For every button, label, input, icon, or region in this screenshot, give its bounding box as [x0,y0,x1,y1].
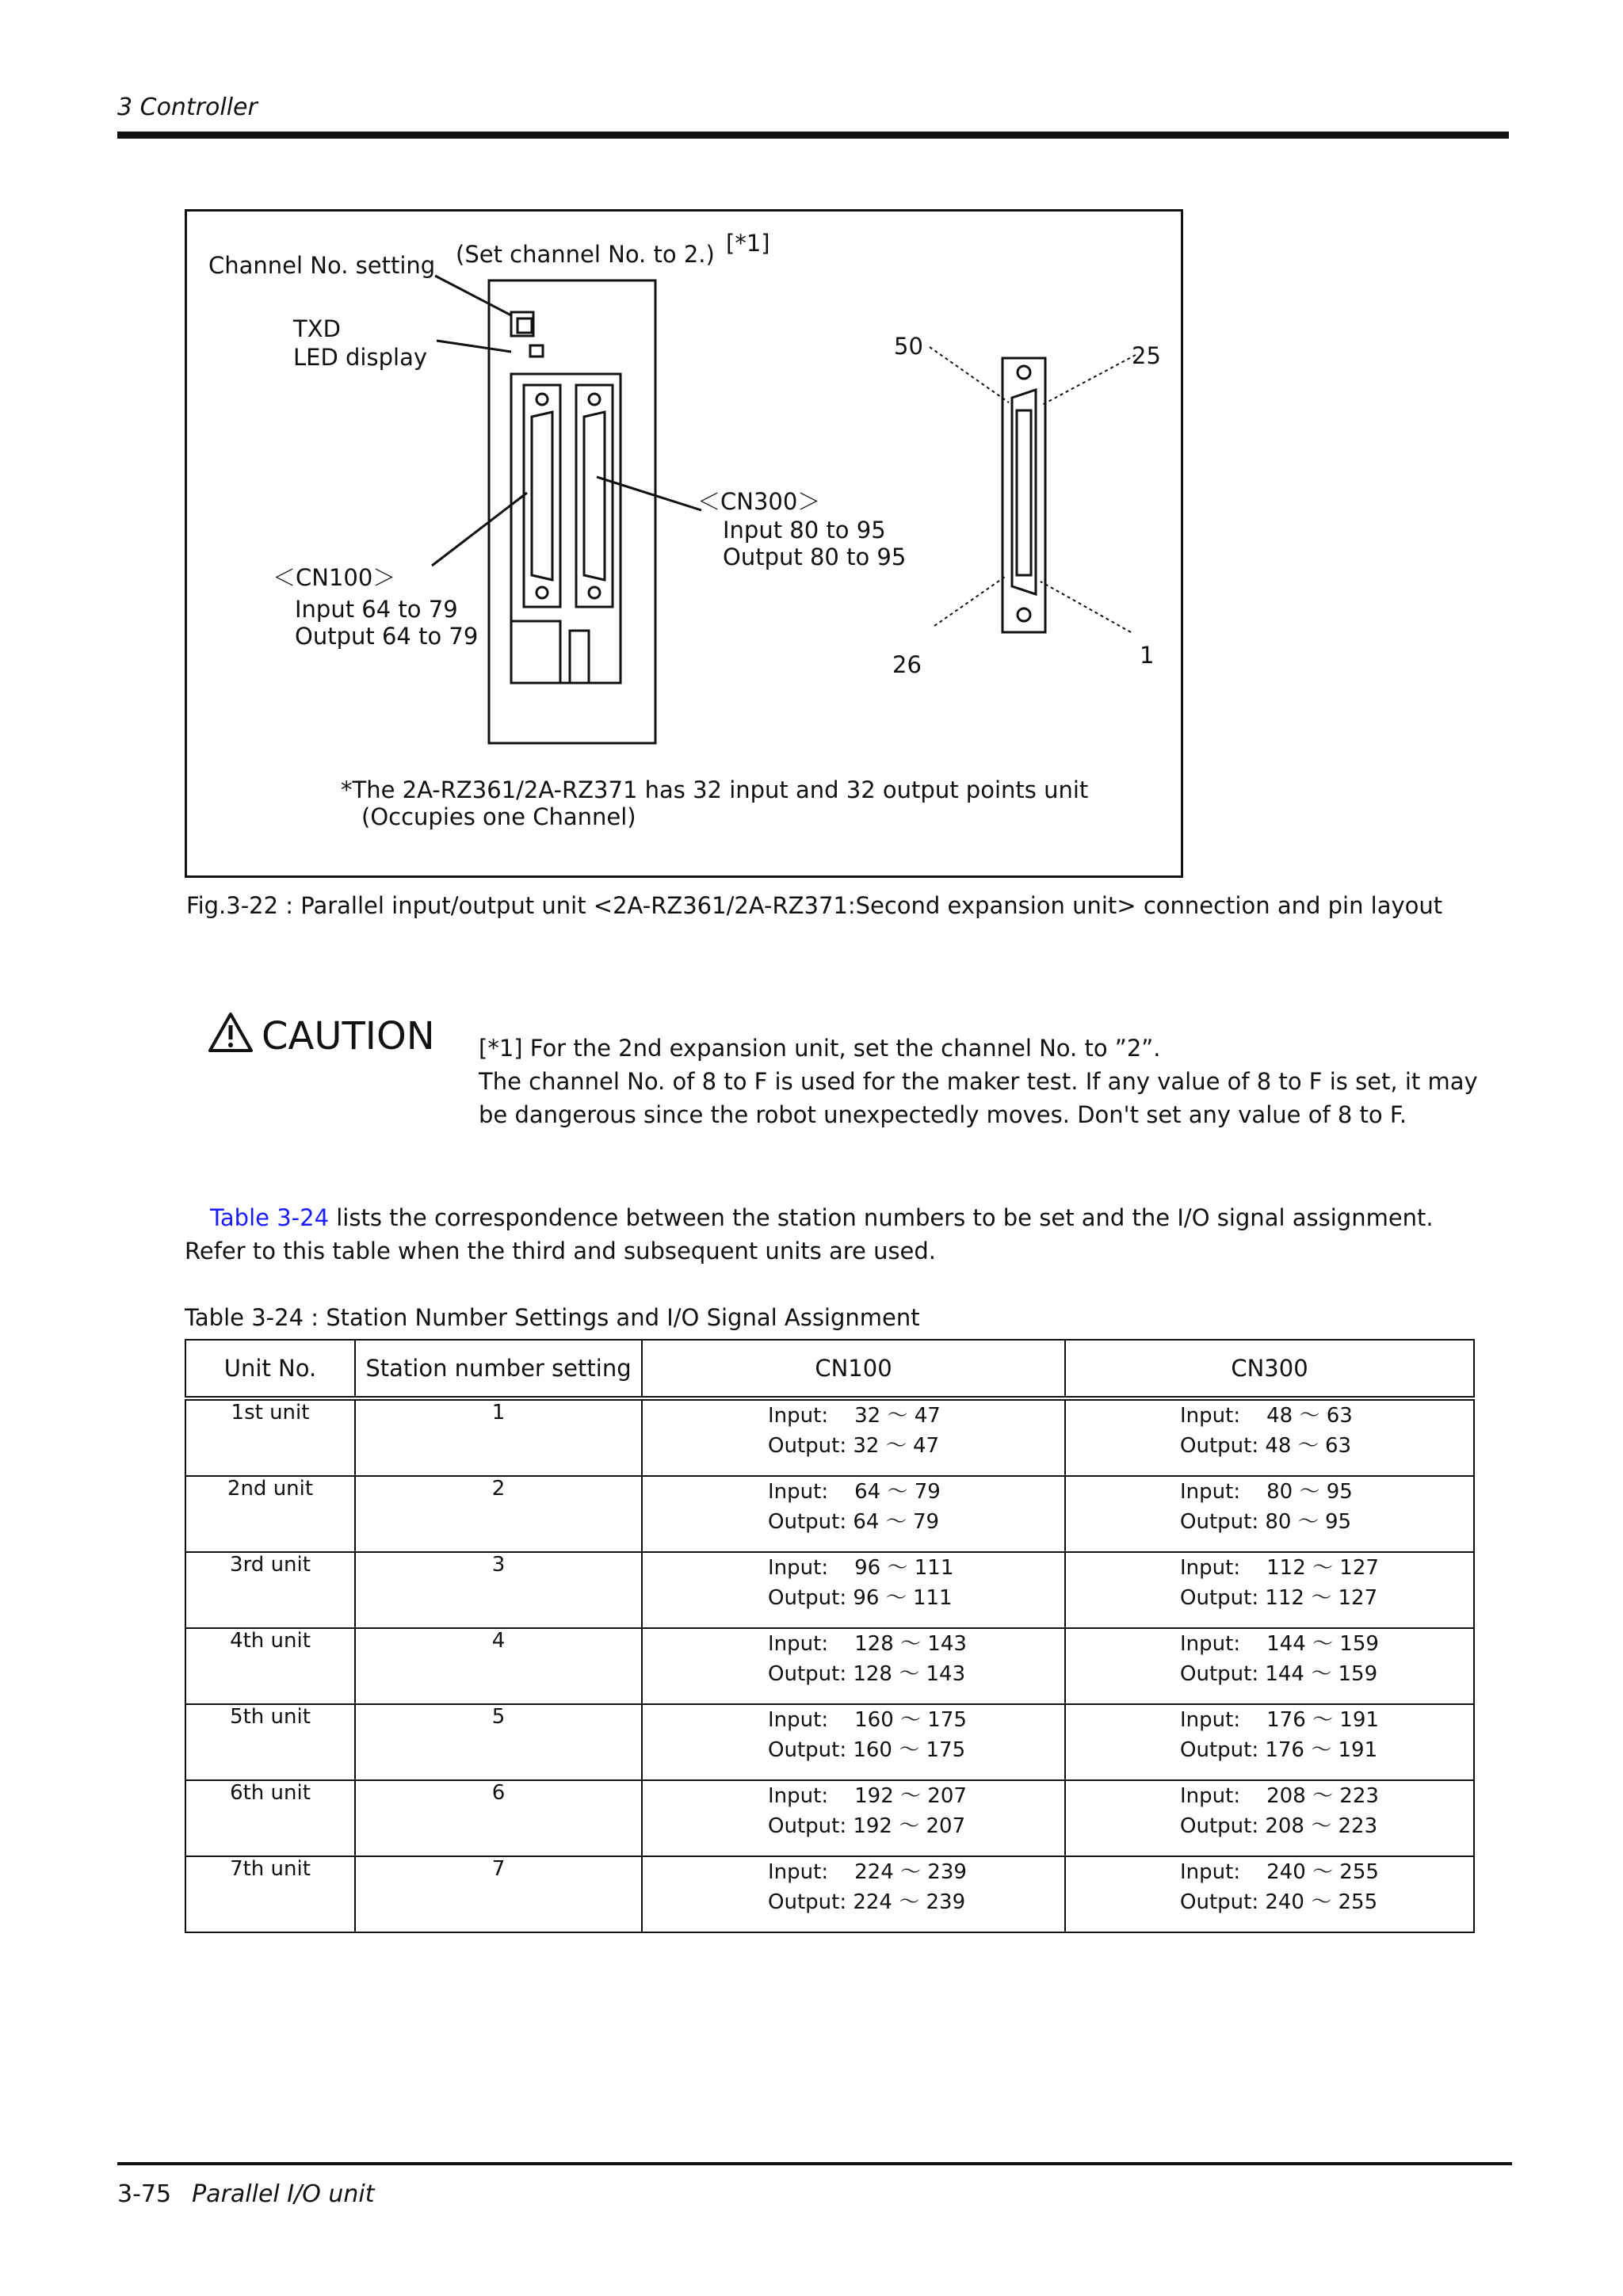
cn100-input: Input: 64 ～ 79 [768,1480,941,1504]
station-cell: 1 [355,1398,642,1476]
caution-line1: [*1] For the 2nd expansion unit, set the channel No. to ”2”. [479,1035,1161,1062]
table-reference-link[interactable]: Table 3-24 [210,1204,330,1231]
cn100-output: Output: 224 ～ 239 [768,1890,966,1914]
footer-rule [117,2162,1512,2165]
station-cell: 3 [355,1552,642,1628]
figure-caption: Fig.3-22 : Parallel input/output unit <2A-RZ361/2A-RZ371:Second expansion unit> connection and pin layout [186,892,1443,919]
header-cn100: CN100 [642,1340,1065,1398]
unit-cell: 3rd unit [185,1552,355,1628]
header-rule [117,132,1509,139]
figure-note-line1: *The 2A-RZ361/2A-RZ371 has 32 input and 32 output points unit [341,776,1089,803]
cn300-cell [1065,1476,1474,1552]
caution-line2: The channel No. of 8 to F is used for the maker test. If any value of 8 to F is set, it may [479,1068,1478,1095]
cn300-output: Output: 48 ～ 63 [1180,1434,1352,1458]
unit-cell: 6th unit [185,1780,355,1856]
cn300-output: Output: 176 ～ 191 [1180,1738,1378,1762]
cn300-cell [1065,1552,1474,1628]
paragraph-line2: Refer to this table when the third and subsequent units are used. [185,1238,937,1264]
cn300-output: Output: 240 ～ 255 [1180,1890,1378,1914]
cn300-output: Output: 112 ～ 127 [1180,1586,1378,1610]
cn100-output: Output: 96 ～ 111 [768,1586,953,1610]
cn300-cell [1065,1704,1474,1780]
unit-cell: 1st unit [185,1398,355,1476]
txd-label: TXD [293,315,341,342]
station-cell: 4 [355,1628,642,1704]
cn100-output: Output: 32 ～ 47 [768,1434,940,1458]
table-header-row [185,1340,1474,1398]
caution-label: CAUTION [262,1014,435,1058]
table-row [185,1780,1474,1856]
cn300-cell [1065,1856,1474,1932]
table-row [185,1856,1474,1932]
cn300-input: Input 80 to 95 [723,517,886,543]
cn100-output: Output: 64 ～ 79 [768,1510,940,1534]
station-cell: 2 [355,1476,642,1552]
header-station-setting: Station number setting [355,1340,642,1398]
cn300-cell [1065,1780,1474,1856]
cn100-input: Input: 32 ～ 47 [768,1404,941,1428]
table-row [185,1476,1474,1552]
table-row [185,1704,1474,1780]
cn300-output: Output: 208 ～ 223 [1180,1814,1378,1838]
cn100-title: ＜CN100＞ [273,564,396,591]
cn300-input: Input: 48 ～ 63 [1180,1404,1353,1428]
cn100-cell [642,1856,1065,1932]
unit-cell: 7th unit [185,1856,355,1932]
cn100-input: Input: 96 ～ 111 [768,1556,954,1580]
pin-label-1: 1 [1140,642,1155,669]
cn100-input: Input 64 to 79 [295,596,458,623]
cn100-output: Output: 160 ～ 175 [768,1738,966,1762]
channel-setting-label: Channel No. setting [208,252,436,279]
pin-label-25: 25 [1132,342,1161,369]
cn300-cell [1065,1628,1474,1704]
cn300-input: Input: 112 ～ 127 [1180,1556,1379,1580]
warning-icon [208,1011,254,1054]
header-unit-no: Unit No. [185,1340,355,1398]
cn300-input: Input: 176 ～ 191 [1180,1708,1379,1732]
led-display-label: LED display [293,344,428,371]
caution-heading [208,1011,435,1058]
cn300-title: ＜CN300＞ [697,488,821,515]
table-title: Table 3-24 : Station Number Settings and I/O Signal Assignment [185,1304,920,1331]
page-footer [117,2180,375,2208]
cn100-output: Output 64 to 79 [295,623,479,650]
unit-board [489,280,655,743]
table-row [185,1398,1474,1476]
cn100-output: Output: 192 ～ 207 [768,1814,966,1838]
cn300-cell [1065,1398,1474,1476]
cn300-connector [576,385,613,607]
station-cell: 6 [355,1780,642,1856]
cn300-input: Input: 80 ～ 95 [1180,1480,1353,1504]
running-header: 3 Controller [117,93,258,121]
cn300-output: Output: 80 ～ 95 [1180,1510,1352,1534]
body-paragraph [185,1201,1500,1268]
cn300-input: Input: 240 ～ 255 [1180,1860,1379,1884]
section-name: Parallel I/O unit [192,2180,375,2208]
cn100-dsub-shell [532,412,552,580]
paragraph-line1: lists the correspondence between the station numbers to be set and the I/O signal assignment. [329,1204,1434,1231]
cn100-cell [642,1628,1065,1704]
cn300-input: Input: 144 ～ 159 [1180,1632,1379,1656]
txd-led [530,345,543,357]
cn100-cell [642,1704,1065,1780]
table-row [185,1552,1474,1628]
figure-note-line2: (Occupies one Channel) [361,803,636,830]
cn100-output: Output: 128 ～ 143 [768,1662,966,1686]
station-assignment-table [185,1339,1475,1933]
cn100-input: Input: 224 ～ 239 [768,1860,967,1884]
cn100-connector [524,385,560,607]
unit-cell: 4th unit [185,1628,355,1704]
station-cell: 7 [355,1856,642,1932]
cn100-input: Input: 128 ～ 143 [768,1632,967,1656]
unit-cell: 5th unit [185,1704,355,1780]
cn100-cell [642,1552,1065,1628]
cn300-output: Output: 144 ～ 159 [1180,1662,1378,1686]
caution-line3: be dangerous since the robot unexpectedly moves. Don't set any value of 8 to F. [479,1101,1407,1128]
header-cn300: CN300 [1065,1340,1474,1398]
set-channel-note: (Set channel No. to 2.) [456,241,715,268]
pin-label-26: 26 [892,651,922,678]
cn100-cell [642,1476,1065,1552]
cn300-output: Output 80 to 95 [723,543,907,570]
cn100-input: Input: 160 ～ 175 [768,1708,967,1732]
ref-mark: [*1] [726,230,770,257]
caution-text [479,1032,1477,1131]
station-cell: 5 [355,1704,642,1780]
cn100-cell [642,1780,1065,1856]
pin-label-50: 50 [894,333,923,360]
table-row [185,1628,1474,1704]
cn100-input: Input: 192 ～ 207 [768,1784,967,1808]
cn100-cell [642,1398,1065,1476]
cn300-dsub-shell [584,412,605,580]
cn300-input: Input: 208 ～ 223 [1180,1784,1379,1808]
unit-cell: 2nd unit [185,1476,355,1552]
page-number: 3-75 [117,2180,172,2208]
channel-switch-knob [517,318,532,333]
